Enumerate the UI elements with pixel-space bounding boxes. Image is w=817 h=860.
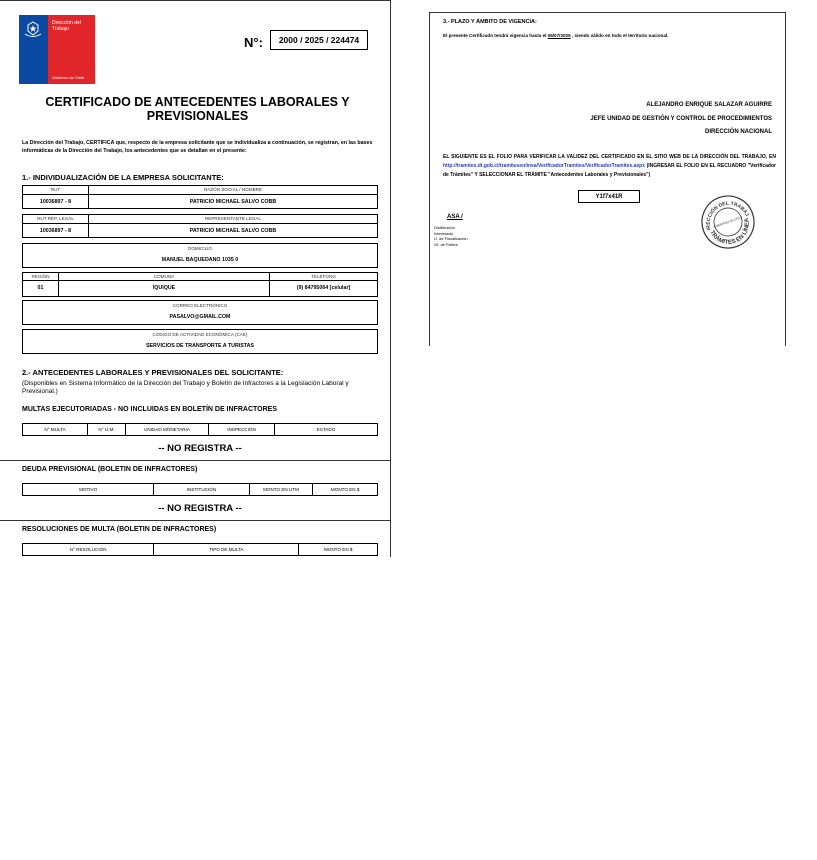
distribution-item: U. de Fiscalización bbox=[434, 236, 468, 241]
correo-label: CORREO ELECTRÓNICO bbox=[172, 303, 228, 308]
vigencia-date: 06/07/2025 bbox=[547, 33, 571, 38]
vigencia-text bbox=[443, 33, 773, 38]
deuda-no-registra: -- NO REGISTRA -- bbox=[158, 503, 242, 514]
deuda-header-pesos: MONTO EN $ bbox=[330, 487, 360, 492]
signer-role: JEFE UNIDAD DE GESTIÓN Y CONTROL DE PROCEDIMIENTOS bbox=[590, 116, 772, 122]
rut-razon-box bbox=[22, 185, 378, 209]
distribution-item: Distribución bbox=[434, 225, 455, 230]
stamp-bottom-text: TRÁMITES EN LÍNEA bbox=[708, 217, 751, 246]
certificate-page-1 bbox=[0, 0, 391, 557]
intro-paragraph: La Dirección del Trabajo, CERTIFICA que, respecto de la empresa solicitante que se individualiza a continuación, se registran, en las bases informáticas de la Dirección del Trabajo, los antecedentes que se detallan en el presente: bbox=[22, 140, 373, 154]
multas-title: MULTAS EJECUTORIADAS - NO INCLUIDAS EN BOLETÍN DE INFRACTORES bbox=[22, 406, 277, 413]
section-2-note: (Disponibles en Sistema Informático de la Dirección del Trabajo y Boletín de Infractores a la Legislación Laboral y Previsional.) bbox=[22, 380, 349, 395]
stamp-center-text: GOBIERNO DE CHILE bbox=[712, 214, 744, 230]
resol-header-tipo: TIPO DE MULTA bbox=[154, 544, 299, 555]
multas-header-unidad: UNIDAD MONETARIA bbox=[126, 424, 209, 435]
resoluciones-table-header bbox=[22, 543, 378, 556]
resoluciones-title: RESOLUCIONES DE MULTA (BOLETIN DE INFRACTORES) bbox=[22, 526, 217, 533]
vigencia-pre: El presente Certificado tendrá vigencia hasta el bbox=[443, 33, 548, 38]
initials: ASA / bbox=[447, 214, 463, 220]
cae-label: CÓDIGO DE ACTIVIDAD ECONÓMICA (CAE) bbox=[152, 332, 248, 337]
certificate-page-2 bbox=[429, 12, 786, 346]
multas-header-numero: N° MULTA bbox=[23, 424, 88, 435]
multas-table-header bbox=[22, 423, 378, 436]
section-3-title: 3.- PLAZO Y ÁMBITO DE VIGENCIA: bbox=[443, 19, 537, 25]
cae-value: SERVICIOS DE TRANSPORTE A TURISTAS bbox=[145, 343, 254, 349]
telefono-label: TELÉFONO bbox=[311, 274, 336, 279]
deuda-title: DEUDA PREVISIONAL (BOLETIN DE INFRACTORES) bbox=[22, 466, 198, 473]
folio-number: 2000 / 2025 / 224474 bbox=[270, 30, 368, 50]
deuda-table-header bbox=[22, 483, 378, 496]
rut-rep-label: RUT REP. LEGAL bbox=[37, 216, 74, 221]
multas-header-inspeccion: INSPECCIÓN bbox=[209, 424, 275, 435]
logo-government-name: Gobierno de Chile bbox=[52, 75, 85, 80]
region-value: 01 bbox=[37, 285, 44, 291]
stamp-top-text: DIRECCIÓN DEL TRABAJO bbox=[705, 200, 750, 231]
folio-label: N°: bbox=[244, 35, 263, 50]
multas-header-estado: ESTADO bbox=[316, 427, 336, 432]
vigencia-post: , siendo válido en todo el territorio nacional. bbox=[570, 33, 669, 38]
distribution-item: Of. de Partes bbox=[434, 241, 458, 247]
region-label: REGIÓN bbox=[31, 274, 50, 279]
rut-label: RUT bbox=[50, 187, 61, 192]
distribution-list bbox=[434, 225, 468, 247]
verification-code: Y1f7x41R bbox=[578, 190, 640, 203]
section-2-title: 2.- ANTECEDENTES LABORALES Y PREVISIONALES DEL SOLICITANTE: bbox=[22, 368, 284, 377]
rep-label: REPRESENTANTE LEGAL bbox=[204, 216, 262, 221]
deuda-header-motivo: MOTIVO bbox=[23, 484, 154, 495]
multas-header-um: N° U.M. bbox=[88, 424, 126, 435]
distribution-item: Interesado bbox=[434, 230, 453, 236]
section-1-title: 1.- INDIVIDUALIZACIÓN DE LA EMPRESA SOLICITANTE: bbox=[22, 173, 224, 182]
region-comuna-box bbox=[22, 272, 378, 297]
resol-header-numero: N° RESOLUCIÓN bbox=[23, 544, 154, 555]
cae-box bbox=[22, 329, 378, 354]
rut-rep-value: 10036897 - 8 bbox=[39, 228, 72, 234]
document-title: CERTIFICADO DE ANTECEDENTES LABORALES Y PREVISIONALES bbox=[45, 95, 350, 123]
comuna-value: IQUIQUE bbox=[152, 285, 176, 291]
resol-header-monto: MONTO EN $ bbox=[323, 547, 353, 552]
signer-department: DIRECCIÓN NACIONAL bbox=[705, 129, 772, 135]
multas-no-registra: -- NO REGISTRA -- bbox=[158, 443, 242, 454]
comuna-label: COMUNA bbox=[153, 274, 175, 279]
logo-agency-name: Dirección del Trabajo bbox=[52, 20, 81, 32]
telefono-value: (9) 84795064 [celular] bbox=[296, 285, 351, 291]
correo-value: PASALVO@GMAIL.COM bbox=[169, 314, 231, 320]
folio-text-part-1: EL SIGUIENTE ES EL FOLIO PARA VERIFICAR LA VALIDEZ DEL CERTIFICADO EN EL SITIO WEB DE LA DIRECCIÓN DEL TRABAJO, EN bbox=[443, 154, 776, 160]
folio-text-part-2: (INGRESAR EL FOLIO EN EL RECUADRO "Verificador de Trámites" Y SELECCIONAR EL TRÁMITE "Antecedentes Laborales y Previsionales") bbox=[443, 163, 776, 178]
chile-coat-of-arms-icon bbox=[22, 18, 44, 40]
correo-box bbox=[22, 300, 378, 325]
rut-value: 10036897 - 8 bbox=[39, 199, 72, 205]
tramites-en-linea-stamp-icon bbox=[700, 194, 756, 250]
deuda-header-institucion: INSTITUCIÓN bbox=[154, 484, 249, 495]
domicilio-value: MANUEL BAQUEDANO 1035 0 bbox=[161, 257, 239, 263]
domicilio-box bbox=[22, 243, 378, 268]
deuda-header-utm: MONTO EN UTM bbox=[250, 484, 314, 495]
domicilio-label: DOMICILIO bbox=[188, 246, 212, 251]
razon-label: RAZÓN SOCIAL / NOMBRE bbox=[203, 187, 263, 192]
representante-box bbox=[22, 214, 378, 238]
rep-value: PATRICIO MICHAEL SALVO COBB bbox=[189, 228, 277, 234]
direccion-trabajo-logo bbox=[19, 15, 95, 84]
verification-link[interactable]: http://tramites.dt.gob.cl/tramitesenlinea/VerificadorTramites/VerificadorTramites.aspx bbox=[443, 163, 646, 169]
razon-value: PATRICIO MICHAEL SALVO COBB bbox=[189, 199, 277, 205]
folio-verification-text bbox=[443, 153, 776, 180]
signer-name: ALEJANDRO ENRIQUE SALAZAR AGUIRRE bbox=[646, 102, 772, 108]
